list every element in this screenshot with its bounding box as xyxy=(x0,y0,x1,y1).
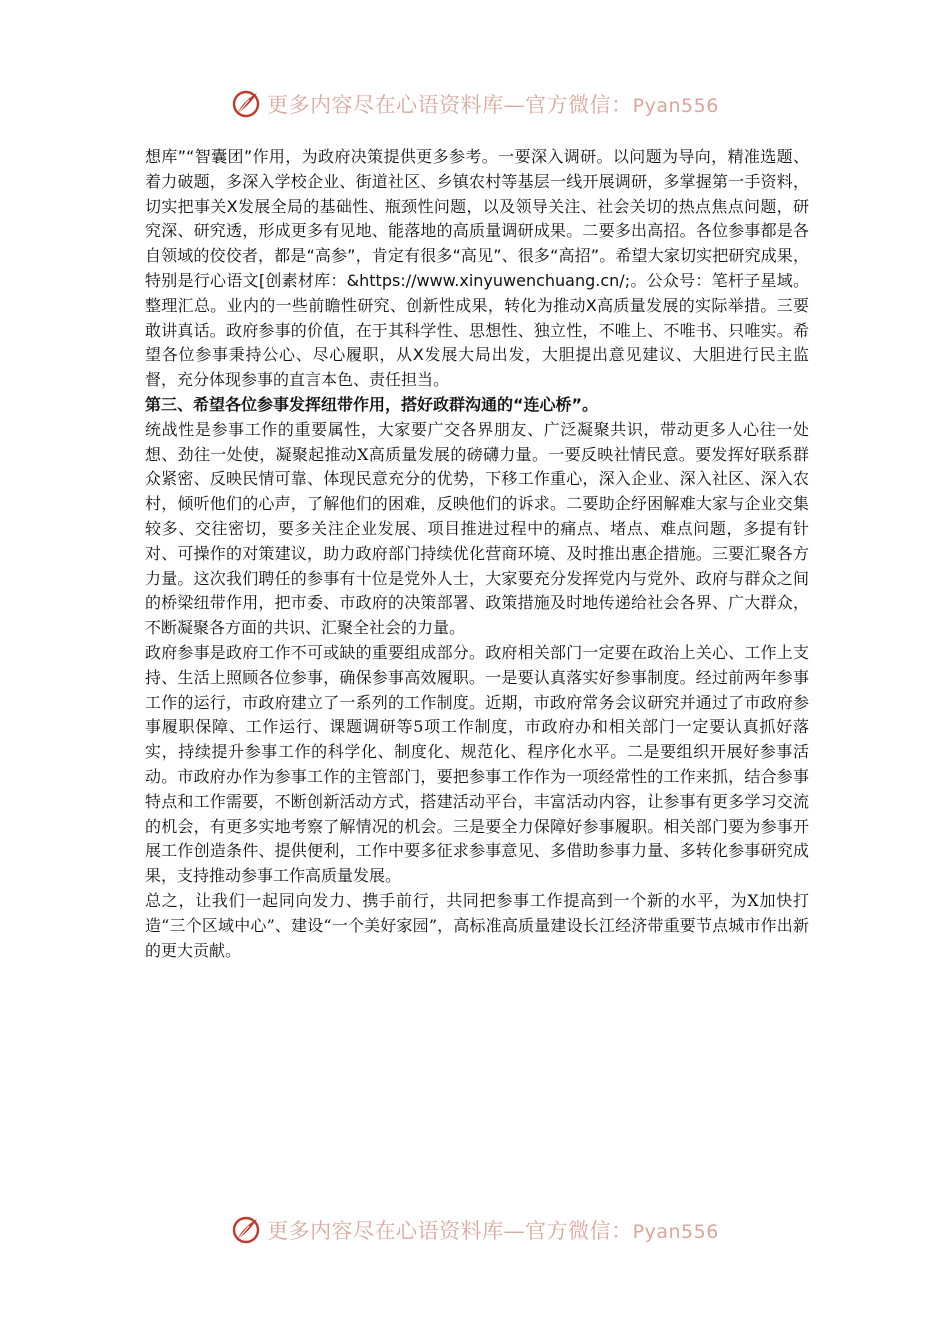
section-heading-3: 第三、希望各位参事发挥纽带作用，搭好政群沟通的“连心桥”。 xyxy=(145,394,599,414)
paragraph-continued: 想库”“智囊团”作用，为政府决策提供更多参考。一要深入调研。以问题为导向，精准选题、着力破题，多深入学校企业、街道社区、乡镇农村等基层一线开展调研，多掌握第一手资料，切实把事关X发展全局的基础性、瓶颈性问题，以及领导关注、社会关切的热点焦点问题，研究深、研究透，形成更多有见地、能落地的高质量调研成果。二要多出高招。各位参事都是各自领域的佼佼者，都是“高参”，肯定有很多“高见”、很多“高招”。希望大家切实把研究成果，特别是行心语文[创素材库：&https://www.xinyuwenchuang.cn/;。公众号：笔杆子星域。整理汇总。业内的一些前瞻性研究、创新性成果，转化为推动X高质量发展的实际举措。三要敢讲真话。政府参事的价值，在于其科学性、思想性、独立性，不唯上、不唯书、只唯实。希望各位参事秉持公心、尽心履职，从X发展大局出发，大胆提出意见建议、大胆进行民主监督，充分体现参事的直言本色、责任担当。 xyxy=(145,147,809,390)
watermark-caption: 更多内容尽在心语资料库—官方微信： xyxy=(267,1219,633,1243)
watermark-text xyxy=(267,89,719,119)
paragraph-conclusion: 总之，让我们一起同向发力、携手前行，共同把参事工作提高到一个新的水平，为X加快打造“三个区域中心”、建设“一个美好家园”，高标准高质量建设长江经济带重要节点城市作出新的更大贡献。 xyxy=(145,890,809,960)
watermark-footer xyxy=(0,1210,950,1250)
watermark-header xyxy=(0,84,950,124)
watermark-caption: 更多内容尽在心语资料库—官方微信： xyxy=(267,93,633,117)
quill-logo-icon xyxy=(231,89,261,119)
watermark-wechat-id: Pyan556 xyxy=(632,1221,719,1243)
quill-logo-icon xyxy=(231,1215,261,1245)
document-body xyxy=(145,145,809,963)
paragraph-united-front: 统战性是参事工作的重要属性，大家要广交各界朋友、广泛凝聚共识，带动更多人心往一处想、劲往一处使，凝聚起推动X高质量发展的磅礴力量。一要反映社情民意。要发挥好联系群众紧密、反映民情可靠、体现民意充分的优势，下移工作重心，深入企业、深入社区、深入农村，倾听他们的心声，了解他们的困难，反映他们的诉求。二要助企纾困解难大家与企业交集较多、交往密切，要多关注企业发展、项目推进过程中的痛点、堵点、难点问题，多提有针对、可操作的对策建议，助力政府部门持续优化营商环境、及时推出惠企措施。三要汇聚各方力量。这次我们聘任的参事有十位是党外人士，大家要充分发挥党内与党外、政府与群众之间的桥梁纽带作用，把市委、市政府的决策部署、政策措施及时地传递给社会各界、广大群众，不断凝聚各方面的共识、汇聚全社会的力量。 xyxy=(145,419,809,638)
watermark-text xyxy=(267,1215,719,1245)
paragraph-government-support: 政府参事是政府工作不可或缺的重要组成部分。政府相关部门一定要在政治上关心、工作上支持、生活上照顾各位参事，确保参事高效履职。一是要认真落实好参事制度。经过前两年参事工作的运行，市政府建立了一系列的工作制度。近期，市政府常务会议研究并通过了市政府参事履职保障、工作运行、课题调研等5项工作制度，市政府办和相关部门一定要认真抓好落实，持续提升参事工作的科学化、制度化、规范化、程序化水平。二是要组织开展好参事活动。市政府办作为参事工作的主管部门，要把参事工作作为一项经常性的工作来抓，结合参事特点和工作需要，不断创新活动方式，搭建活动平台，丰富活动内容，让参事有更多学习交流的机会，有更多实地考察了解情况的机会。三是要全力保障好参事履职。相关部门要为参事开展工作创造条件、提供便利，工作中要多征求参事意见、多借助参事力量、多转化参事研究成果，支持推动参事工作高质量发展。 xyxy=(145,642,809,886)
watermark-wechat-id: Pyan556 xyxy=(632,95,719,117)
